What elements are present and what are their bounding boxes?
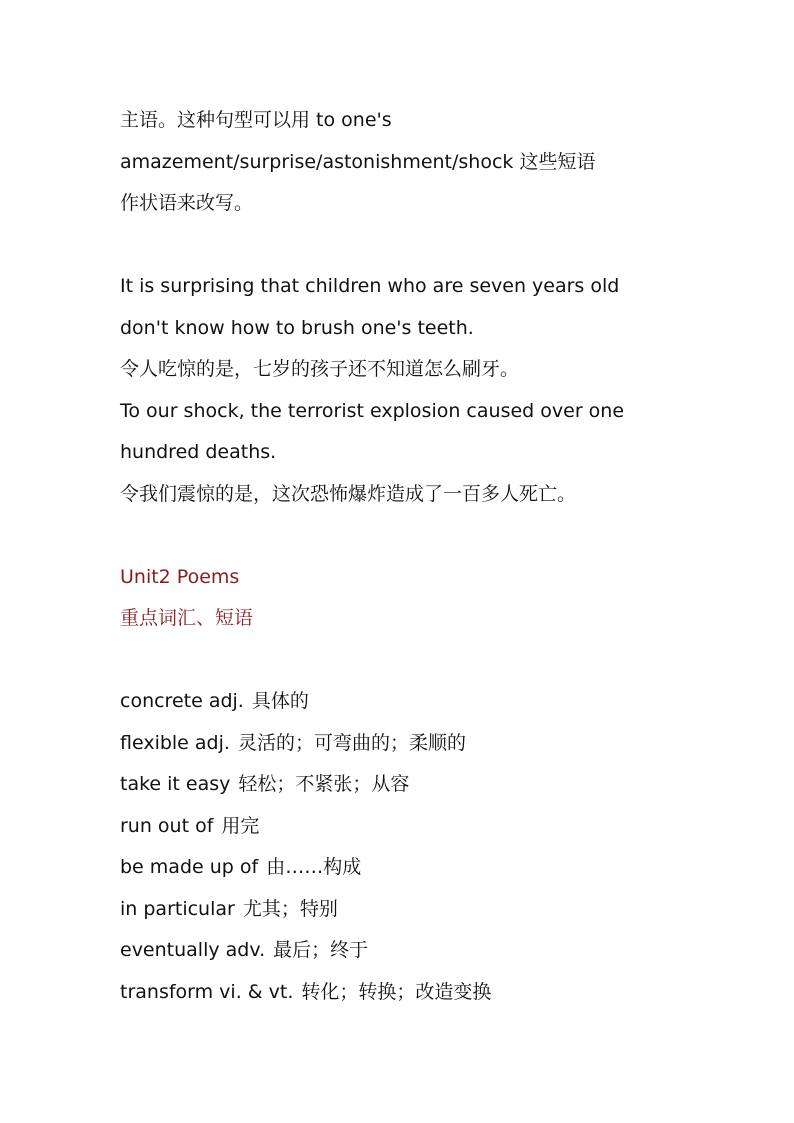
vocab-term: flexible adj.	[120, 731, 230, 754]
vocab-item	[120, 972, 720, 1014]
example-1-en-line-2: don't know how to brush one's teeth.	[120, 316, 474, 339]
example-2-zh: 令我们震惊的是，这次恐怖爆炸造成了一百多人死亡。	[120, 482, 577, 505]
document-page	[120, 100, 720, 1013]
vocab-term: be made up of	[120, 856, 259, 878]
example-2-en-line-2: hundred deaths.	[120, 441, 277, 463]
intro-line-3: 作状语来改写。	[120, 192, 254, 214]
vocab-meaning: 用完	[221, 814, 260, 837]
vocab-term: transform vi. & vt.	[120, 980, 294, 1003]
vocab-item	[120, 847, 720, 889]
vocab-term: run out of	[120, 814, 214, 837]
vocab-meaning: 尤其；特别	[242, 897, 338, 920]
example-1-zh: 令人吃惊的是，七岁的孩子还不知道怎么刷牙。	[120, 358, 520, 380]
example-2-en-line-1: To our shock, the terrorist explosion caused over one	[120, 399, 625, 422]
vocab-term: concrete adj.	[120, 690, 244, 712]
vocab-meaning: 具体的	[251, 690, 309, 712]
spacer	[120, 515, 720, 557]
vocab-meaning: 灵活的；可弯曲的；柔顺的	[237, 731, 466, 754]
vocab-meaning: 最后；终于	[273, 939, 369, 961]
spacer	[120, 225, 720, 267]
vocab-meaning: 轻松；不紧张；从容	[238, 773, 410, 795]
vocab-term: in particular	[120, 897, 235, 920]
vocab-item	[120, 681, 720, 723]
unit-title: Unit2 Poems	[120, 565, 240, 588]
example-1-en-line-1: It is surprising that children who are seven years old	[120, 275, 620, 297]
vocab-item	[120, 723, 720, 765]
vocab-item	[120, 930, 720, 972]
vocab-meaning: 由……构成	[266, 856, 362, 878]
intro-line-2: amazement/surprise/astonishment/shock 这些短语	[120, 150, 596, 173]
vocab-meaning: 转化；转换；改造变换	[301, 980, 492, 1003]
vocab-term: take it easy	[120, 773, 231, 795]
vocab-list	[120, 681, 720, 1013]
vocab-item	[120, 889, 720, 931]
vocab-item	[120, 764, 720, 806]
intro-line-1: 主语。这种句型可以用 to one's	[120, 109, 392, 131]
vocab-item	[120, 806, 720, 848]
spacer	[120, 640, 720, 682]
vocab-term: eventually adv.	[120, 939, 266, 961]
unit-subtitle: 重点词汇、短语	[120, 607, 254, 629]
